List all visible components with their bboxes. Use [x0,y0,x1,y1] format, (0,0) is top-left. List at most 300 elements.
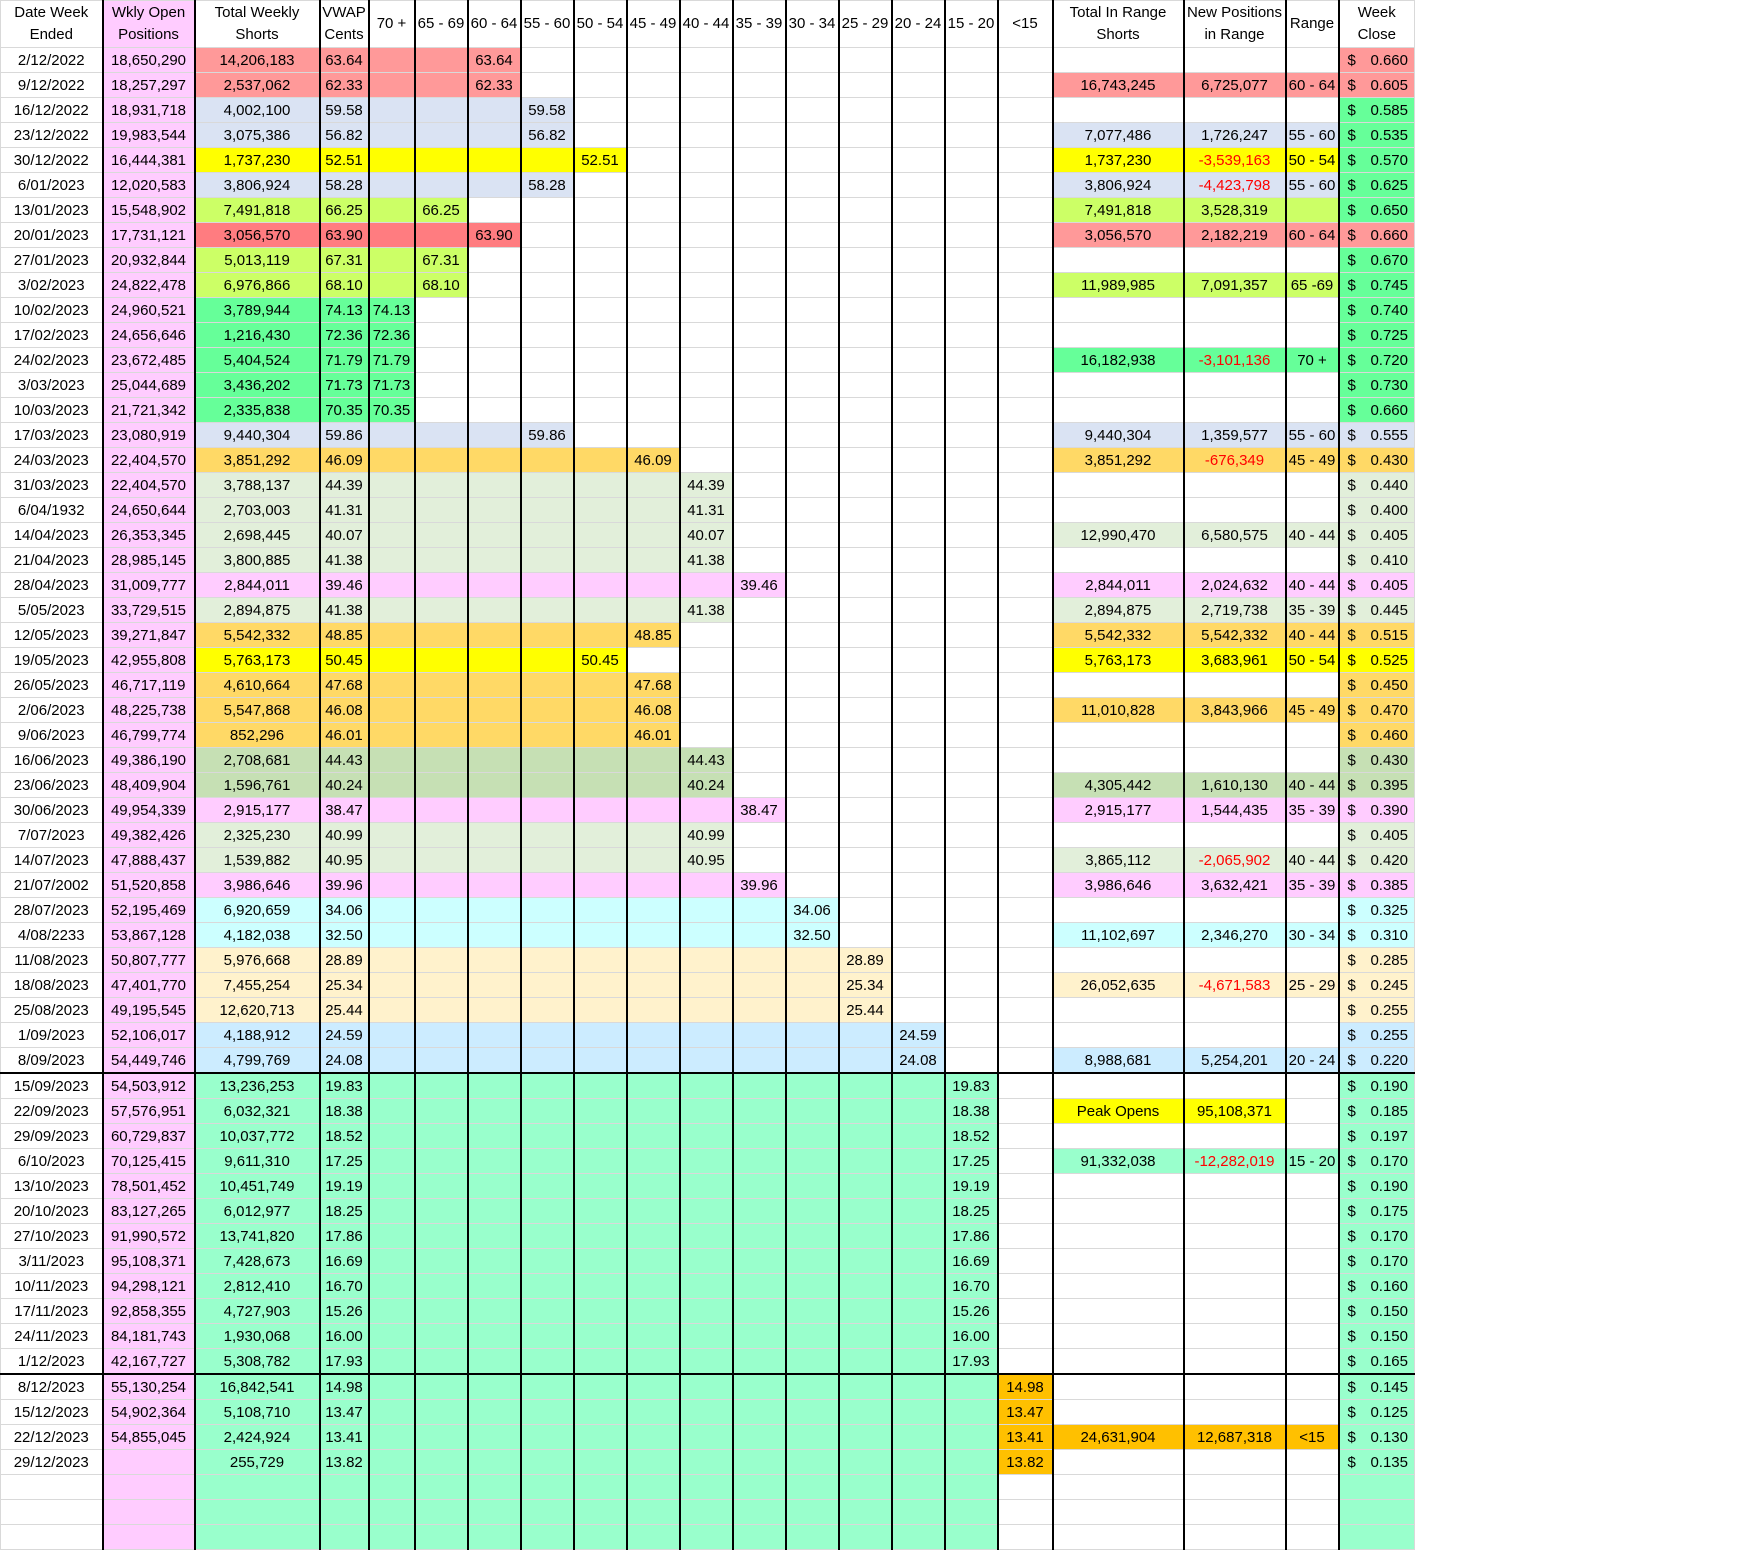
bucket-cell [998,1023,1053,1048]
bucket-vwap-cell: 62.33 [468,73,521,98]
bucket-cell [468,973,521,998]
range-cell: 50 - 54 [1286,648,1339,673]
empty-cell [521,1500,574,1525]
open-positions-cell: 24,822,478 [103,273,195,298]
bucket-cell [574,173,627,198]
bucket-cell [680,1450,733,1475]
bucket-cell [680,298,733,323]
bucket-cell [369,1023,415,1048]
week-close-cell [1339,773,1415,798]
date-cell: 24/03/2023 [1,448,103,473]
close-value: 0.535 [1370,126,1408,144]
week-close-value [1340,1451,1415,1474]
bucket-cell [998,1199,1053,1224]
table-row [1,1349,1415,1375]
header-bucket: 55 - 60 [521,1,574,48]
table-row [1,1324,1415,1349]
bucket-cell [627,123,680,148]
new-positions-cell [1184,1023,1286,1048]
bucket-cell [521,148,574,173]
bucket-cell [574,773,627,798]
bucket-vwap-cell: 38.47 [733,798,786,823]
week-close-cell [1339,898,1415,923]
open-positions-cell: 17,731,121 [103,223,195,248]
bucket-cell [733,1299,786,1324]
week-close-value [1340,374,1415,397]
close-value: 0.190 [1370,1177,1408,1195]
open-positions-cell: 60,729,837 [103,1124,195,1149]
bucket-cell [733,1174,786,1199]
close-value: 0.145 [1370,1378,1408,1396]
range-cell [1286,398,1339,423]
range-cell: 70 + [1286,348,1339,373]
bucket-cell [945,348,998,373]
range-cell [1286,48,1339,73]
bucket-cell [369,1274,415,1299]
new-positions-cell [1184,673,1286,698]
range-cell [1286,1124,1339,1149]
bucket-vwap-cell: 18.52 [945,1124,998,1149]
vwap-cell: 59.86 [320,423,369,448]
new-positions-cell [1184,248,1286,273]
week-close-cell [1339,998,1415,1023]
currency-symbol: $ [1347,1352,1356,1370]
bucket-cell [680,898,733,923]
empty-row [1,1475,1415,1500]
bucket-cell [945,198,998,223]
close-value: 0.125 [1370,1403,1408,1421]
bucket-cell [839,548,892,573]
bucket-vwap-cell: 40.24 [680,773,733,798]
bucket-cell [786,1425,839,1450]
bucket-cell [468,798,521,823]
bucket-cell [468,848,521,873]
total-shorts-cell: 5,108,710 [195,1400,320,1425]
bucket-cell [369,1400,415,1425]
empty-cell [1286,1525,1339,1550]
bucket-cell [733,398,786,423]
empty-cell [1,1475,103,1500]
table-row [1,1199,1415,1224]
bucket-cell [574,48,627,73]
new-positions-cell: -4,671,583 [1184,973,1286,998]
empty-cell [468,1475,521,1500]
bucket-cell [680,623,733,648]
bucket-cell [521,1224,574,1249]
bucket-cell [468,173,521,198]
bucket-cell [415,223,468,248]
open-positions-cell: 18,650,290 [103,48,195,73]
bucket-cell [369,823,415,848]
vwap-cell: 56.82 [320,123,369,148]
bucket-cell [733,898,786,923]
bucket-vwap-cell: 68.10 [415,273,468,298]
total-in-range-cell: 9,440,304 [1053,423,1184,448]
bucket-cell [892,473,945,498]
empty-cell [415,1500,468,1525]
total-shorts-cell: 2,844,011 [195,573,320,598]
bucket-cell [521,673,574,698]
new-positions-cell [1184,948,1286,973]
bucket-cell [733,598,786,623]
vwap-cell: 62.33 [320,73,369,98]
table-row [1,673,1415,698]
bucket-cell [574,98,627,123]
bucket-vwap-cell: 13.82 [998,1450,1053,1475]
bucket-cell [574,698,627,723]
bucket-cell [521,1023,574,1048]
bucket-vwap-cell: 47.68 [627,673,680,698]
bucket-cell [786,48,839,73]
bucket-cell [945,498,998,523]
bucket-cell [786,448,839,473]
bucket-cell [680,873,733,898]
bucket-cell [627,223,680,248]
week-close-value [1340,74,1415,97]
header-total-shorts: Total Weekly Shorts [195,1,320,48]
new-positions-cell: -676,349 [1184,448,1286,473]
bucket-cell [521,548,574,573]
bucket-cell [680,323,733,348]
table-row [1,973,1415,998]
bucket-cell [892,948,945,973]
week-close-value [1340,124,1415,147]
date-cell: 15/09/2023 [1,1073,103,1099]
total-in-range-cell [1053,1249,1184,1274]
open-positions-cell: 70,125,415 [103,1149,195,1174]
bucket-cell [369,548,415,573]
bucket-cell [680,1249,733,1274]
week-close-cell [1339,248,1415,273]
week-close-cell [1339,48,1415,73]
empty-cell [733,1525,786,1550]
bucket-cell [839,773,892,798]
currency-symbol: $ [1347,51,1356,69]
close-value: 0.605 [1370,76,1408,94]
bucket-cell [468,723,521,748]
bucket-cell [892,398,945,423]
bucket-cell [369,873,415,898]
range-cell: 20 - 24 [1286,1048,1339,1074]
currency-symbol: $ [1347,751,1356,769]
bucket-cell [892,248,945,273]
open-positions-cell: 12,020,583 [103,173,195,198]
range-cell: 35 - 39 [1286,873,1339,898]
total-in-range-cell: 3,806,924 [1053,173,1184,198]
total-shorts-cell: 1,539,882 [195,848,320,873]
total-in-range-cell: 1,737,230 [1053,148,1184,173]
bucket-cell [627,1023,680,1048]
table-row [1,198,1415,223]
bucket-cell [786,1124,839,1149]
bucket-cell [733,1450,786,1475]
bucket-cell [998,1349,1053,1375]
week-close-value [1340,799,1415,822]
bucket-cell [998,973,1053,998]
currency-symbol: $ [1347,151,1356,169]
open-positions-cell: 51,520,858 [103,873,195,898]
bucket-vwap-cell: 25.34 [839,973,892,998]
bucket-cell [415,473,468,498]
week-close-value [1340,1075,1415,1098]
total-shorts-cell: 2,424,924 [195,1425,320,1450]
vwap-cell: 16.70 [320,1274,369,1299]
bucket-cell [369,773,415,798]
bucket-cell [574,1124,627,1149]
total-in-range-cell [1053,548,1184,573]
bucket-cell [945,573,998,598]
week-close-value [1340,1150,1415,1173]
bucket-cell [627,1274,680,1299]
table-row [1,423,1415,448]
header-total-in-range: Total In Range Shorts [1053,1,1184,48]
currency-symbol: $ [1347,1077,1356,1095]
bucket-cell [839,748,892,773]
bucket-cell [892,1400,945,1425]
week-close-value [1340,1200,1415,1223]
bucket-cell [892,1149,945,1174]
date-cell: 6/04/1932 [1,498,103,523]
bucket-cell [998,273,1053,298]
total-in-range-cell: 3,851,292 [1053,448,1184,473]
range-cell: 30 - 34 [1286,923,1339,948]
currency-symbol: $ [1347,126,1356,144]
new-positions-cell [1184,898,1286,923]
bucket-cell [369,98,415,123]
week-close-cell [1339,973,1415,998]
bucket-cell [839,373,892,398]
header-bucket: 50 - 54 [574,1,627,48]
bucket-vwap-cell: 52.51 [574,148,627,173]
new-positions-cell: 2,719,738 [1184,598,1286,623]
bucket-cell [945,323,998,348]
currency-symbol: $ [1347,276,1356,294]
bucket-cell [786,198,839,223]
bucket-cell [521,773,574,798]
bucket-cell [680,573,733,598]
bucket-vwap-cell: 18.25 [945,1199,998,1224]
bucket-cell [680,1174,733,1199]
bucket-cell [680,248,733,273]
date-cell: 8/09/2023 [1,1048,103,1074]
week-close-cell [1339,723,1415,748]
currency-symbol: $ [1347,701,1356,719]
week-close-value [1340,474,1415,497]
bucket-cell [892,73,945,98]
empty-cell [1053,1500,1184,1525]
table-row [1,1149,1415,1174]
vwap-cell: 46.08 [320,698,369,723]
close-value: 0.385 [1370,876,1408,894]
bucket-cell [998,1124,1053,1149]
bucket-cell [839,1048,892,1074]
bucket-cell [680,1400,733,1425]
bucket-cell [733,848,786,873]
bucket-vwap-cell: 41.38 [680,598,733,623]
bucket-cell [892,573,945,598]
date-cell: 26/05/2023 [1,673,103,698]
date-cell: 17/02/2023 [1,323,103,348]
week-close-cell [1339,398,1415,423]
currency-symbol: $ [1347,576,1356,594]
empty-cell [574,1500,627,1525]
table-row [1,298,1415,323]
bucket-cell [415,548,468,573]
close-value: 0.170 [1370,1152,1408,1170]
bucket-cell [733,48,786,73]
week-close-cell [1339,148,1415,173]
bucket-cell [468,1249,521,1274]
bucket-cell [998,548,1053,573]
bucket-cell [786,323,839,348]
bucket-cell [839,1099,892,1124]
bucket-cell [521,248,574,273]
close-value: 0.740 [1370,301,1408,319]
bucket-cell [369,1124,415,1149]
total-shorts-cell: 2,915,177 [195,798,320,823]
bucket-cell [733,1023,786,1048]
bucket-cell [415,648,468,673]
total-shorts-cell: 14,206,183 [195,48,320,73]
bucket-cell [468,523,521,548]
bucket-cell [521,1324,574,1349]
week-close-cell [1339,948,1415,973]
open-positions-cell: 54,902,364 [103,1400,195,1425]
bucket-cell [733,1249,786,1274]
bucket-vwap-cell: 41.31 [680,498,733,523]
currency-symbol: $ [1347,76,1356,94]
bucket-cell [786,123,839,148]
close-value: 0.245 [1370,976,1408,994]
week-close-cell [1339,348,1415,373]
total-in-range-cell [1053,748,1184,773]
range-cell [1286,1324,1339,1349]
bucket-cell [627,273,680,298]
close-value: 0.325 [1370,901,1408,919]
total-in-range-cell: 11,102,697 [1053,923,1184,948]
date-cell: 23/06/2023 [1,773,103,798]
table-row [1,648,1415,673]
bucket-cell [892,173,945,198]
bucket-cell [733,1124,786,1149]
bucket-cell [574,473,627,498]
bucket-cell [680,1349,733,1375]
bucket-vwap-cell: 67.31 [415,248,468,273]
bucket-cell [627,1299,680,1324]
total-shorts-cell: 2,703,003 [195,498,320,523]
bucket-cell [369,698,415,723]
bucket-cell [892,823,945,848]
bucket-cell [839,673,892,698]
bucket-cell [733,923,786,948]
bucket-cell [733,1374,786,1400]
total-shorts-cell: 4,182,038 [195,923,320,948]
bucket-cell [627,48,680,73]
table-row [1,898,1415,923]
week-close-value [1340,299,1415,322]
bucket-cell [998,348,1053,373]
bucket-cell [733,748,786,773]
header-week-close: Week Close [1339,1,1415,48]
bucket-cell [574,373,627,398]
bucket-cell [945,948,998,973]
table-row [1,1124,1415,1149]
vwap-cell: 24.08 [320,1048,369,1074]
header-date: Date Week Ended [1,1,103,48]
bucket-cell [733,448,786,473]
bucket-cell [839,348,892,373]
empty-cell [627,1525,680,1550]
bucket-cell [680,123,733,148]
table-row [1,473,1415,498]
total-in-range-cell [1053,498,1184,523]
bucket-cell [839,698,892,723]
total-shorts-cell: 4,799,769 [195,1048,320,1074]
new-positions-cell [1184,98,1286,123]
week-close-value [1340,624,1415,647]
open-positions-cell: 24,960,521 [103,298,195,323]
vwap-cell: 46.09 [320,448,369,473]
bucket-cell [468,1124,521,1149]
bucket-cell [415,123,468,148]
bucket-cell [839,123,892,148]
bucket-cell [892,448,945,473]
bucket-cell [839,1023,892,1048]
empty-cell [839,1525,892,1550]
bucket-cell [574,748,627,773]
range-cell: 15 - 20 [1286,1149,1339,1174]
bucket-cell [627,1450,680,1475]
empty-cell [1,1500,103,1525]
bucket-cell [574,198,627,223]
currency-symbol: $ [1347,1378,1356,1396]
bucket-cell [680,148,733,173]
currency-symbol: $ [1347,1453,1356,1471]
bucket-cell [786,1249,839,1274]
open-positions-cell: 26,353,345 [103,523,195,548]
week-close-cell [1339,1450,1415,1475]
bucket-vwap-cell: 39.96 [733,873,786,898]
bucket-cell [574,423,627,448]
header-open-positions: Wkly Open Positions [103,1,195,48]
bucket-cell [680,98,733,123]
bucket-cell [369,1149,415,1174]
bucket-cell [468,773,521,798]
bucket-cell [369,223,415,248]
bucket-cell [839,198,892,223]
bucket-cell [733,498,786,523]
range-cell [1286,248,1339,273]
empty-cell [1286,1475,1339,1500]
bucket-cell [415,748,468,773]
bucket-cell [627,398,680,423]
bucket-cell [680,1124,733,1149]
bucket-vwap-cell: 72.36 [369,323,415,348]
total-shorts-cell: 2,537,062 [195,73,320,98]
bucket-cell [892,1374,945,1400]
bucket-cell [468,1299,521,1324]
new-positions-cell: 3,683,961 [1184,648,1286,673]
bucket-cell [945,98,998,123]
total-shorts-cell: 4,002,100 [195,98,320,123]
bucket-cell [468,1174,521,1199]
empty-cell [1053,1525,1184,1550]
bucket-cell [733,1149,786,1174]
week-close-value [1340,749,1415,772]
date-cell: 14/04/2023 [1,523,103,548]
bucket-cell [786,498,839,523]
bucket-cell [574,923,627,948]
